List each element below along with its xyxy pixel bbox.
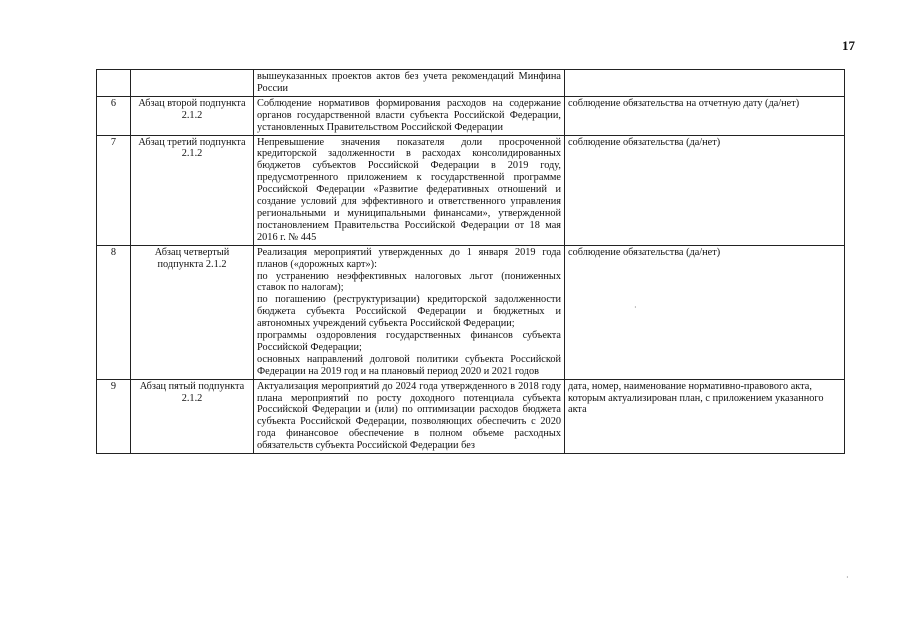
row-number: 7 — [97, 135, 131, 245]
row-number: 8 — [97, 245, 131, 379]
page-number: 17 — [842, 38, 855, 53]
obligation-text-cell — [254, 379, 565, 453]
row-number — [97, 70, 131, 97]
paragraph-reference: Абзац пятый подпункта 2.1.2 — [131, 379, 254, 453]
obligations-table — [96, 69, 845, 454]
indicator-cell — [565, 96, 845, 135]
obligation-text-cell — [254, 245, 565, 379]
paragraph-reference: Абзац второй подпункта 2.1.2 — [131, 96, 254, 135]
row-number: 9 — [97, 379, 131, 453]
paragraph-reference: Абзац четвертый подпункта 2.1.2 — [131, 245, 254, 379]
obligation-text: вышеуказанных проектов актов без учета рекомендаций Минфина России — [257, 71, 561, 94]
paragraph-reference — [131, 70, 254, 97]
row-number: 6 — [97, 96, 131, 135]
obligation-text: Актуализация мероприятий до 2024 года утвержденного в 2018 году плана мероприятий по росту доходного потенциала субъекта Российской Федерации и (или) по оптимизации расходов бюджета субъекта Российской Федерации, позволяющих обеспечить с 2020 года финансовое обеспечение в полном объеме расходных обязательств субъекта Российской Федерации без — [257, 380, 561, 452]
table-row — [97, 96, 845, 135]
indicator-cell — [565, 379, 845, 453]
indicator-text: соблюдение обязательства (да/нет) — [568, 136, 721, 148]
indicator-cell — [565, 70, 845, 97]
indicator-cell — [565, 135, 845, 245]
paragraph-reference: Абзац третий подпункта 2.1.2 — [131, 135, 254, 245]
indicator-text: соблюдение обязательства (да/нет) — [568, 246, 721, 258]
table-row — [97, 135, 845, 245]
indicator-cell — [565, 245, 845, 379]
scan-speck: · — [846, 573, 849, 582]
table-row — [97, 379, 845, 453]
table-row — [97, 70, 845, 97]
scan-speck: · — [634, 303, 637, 312]
obligation-text-cell — [254, 70, 565, 97]
obligation-text: Соблюдение нормативов формирования расходов на содержание органов государственной власти субъекта Российской Федерации, установленных Правительством Российской Федерации — [257, 97, 561, 133]
obligation-text: Реализация мероприятий утвержденных до 1 января 2019 года планов («дорожных карт»): по устранению неэффективных налоговых льгот (пониженных ставок по налогам); по погашению (реструктуризации) кредиторской задолженности бюджета субъекта Российской Федерации и бюджетных и автономных учреждений субъекта Российской Федерации; программы оздоровления государственных финансов субъекта Российской Федерации; основных направлений долговой политики субъекта Российской Федерации на 2019 год и на плановый период 2020 и 2021 годов — [257, 246, 561, 377]
obligation-text: Непревышение значения показателя доли просроченной кредиторской задолженности в расходах консолидированных бюджетов субъектов Российской Федерации в 2019 году, предусмотренного приложением к государственной программе Российской Федерации «Развитие федеративных отношений и создание условий для эффективного и ответственного управления региональными и муниципальными финансами», утвержденной постановлением Правительства Российской Федерации от 18 мая 2016 г. № 445 — [257, 136, 561, 243]
obligation-text-cell — [254, 135, 565, 245]
table-row — [97, 245, 845, 379]
obligation-text-cell — [254, 96, 565, 135]
indicator-text: соблюдение обязательства на отчетную дату (да/нет) — [568, 97, 800, 109]
indicator-text: дата, номер, наименование нормативно-правового акта, которым актуализирован план, с приложением указанного акта — [568, 380, 824, 416]
